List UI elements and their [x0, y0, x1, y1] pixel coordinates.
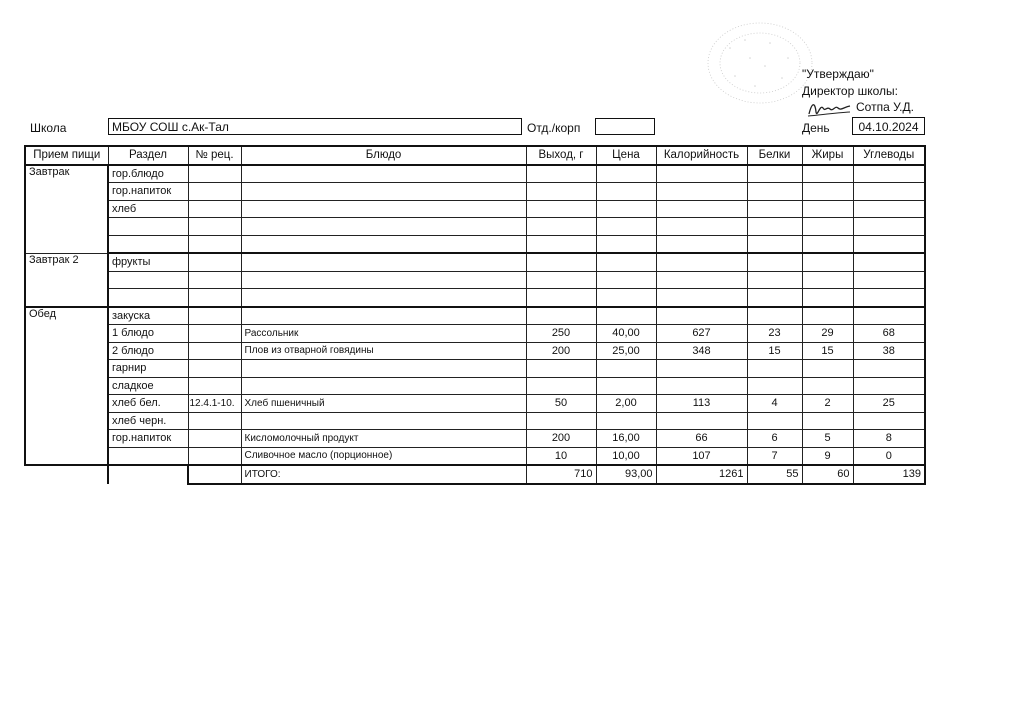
recipe-cell — [188, 325, 241, 343]
table-row — [25, 289, 925, 307]
fat-cell — [802, 360, 853, 378]
approval-title: "Утверждаю" — [802, 67, 874, 81]
protein-cell: 4 — [747, 395, 802, 413]
section-cell — [108, 235, 188, 253]
total-price: 93,00 — [596, 465, 656, 484]
kcal-cell: 107 — [656, 447, 747, 465]
section-cell: хлеб — [108, 200, 188, 218]
total-yield: 710 — [526, 465, 596, 484]
recipe-cell — [188, 412, 241, 430]
column-header: Выход, г — [526, 146, 596, 165]
meal-name-lunch: Обед — [25, 307, 108, 466]
protein-cell — [747, 307, 802, 325]
yield-cell: 10 — [526, 447, 596, 465]
price-cell: 10,00 — [596, 447, 656, 465]
section-cell: фрукты — [108, 253, 188, 271]
section-cell: хлеб черн. — [108, 412, 188, 430]
recipe-cell — [188, 377, 241, 395]
recipe-cell — [188, 342, 241, 360]
column-header: Углеводы — [853, 146, 925, 165]
dish-cell — [241, 377, 526, 395]
dish-cell — [241, 412, 526, 430]
yield-cell — [526, 412, 596, 430]
dish-cell: Плов из отварной говядины — [241, 342, 526, 360]
column-header: Прием пищи — [25, 146, 108, 165]
fat-cell: 29 — [802, 325, 853, 343]
section-cell — [108, 289, 188, 307]
carbs-cell: 8 — [853, 430, 925, 448]
yield-cell: 200 — [526, 430, 596, 448]
carbs-cell: 68 — [853, 325, 925, 343]
protein-cell: 6 — [747, 430, 802, 448]
table-row — [25, 235, 925, 253]
recipe-cell — [188, 447, 241, 465]
recipe-cell — [188, 430, 241, 448]
school-label: Школа — [30, 121, 67, 135]
price-cell — [596, 377, 656, 395]
carbs-cell — [853, 360, 925, 378]
table-row — [25, 430, 925, 448]
kcal-cell: 627 — [656, 325, 747, 343]
kcal-cell — [656, 307, 747, 325]
column-header: Белки — [747, 146, 802, 165]
protein-cell: 15 — [747, 342, 802, 360]
dish-cell: Сливочное масло (порционное) — [241, 447, 526, 465]
section-cell: гарнир — [108, 360, 188, 378]
recipe-cell: 12.4.1-10. — [188, 395, 241, 413]
department-label: Отд./корп — [527, 121, 581, 135]
signature-row — [806, 98, 926, 118]
kcal-cell: 66 — [656, 430, 747, 448]
column-header: Жиры — [802, 146, 853, 165]
price-cell: 16,00 — [596, 430, 656, 448]
section-cell: закуска — [108, 307, 188, 325]
carbs-cell — [853, 377, 925, 395]
section-cell: сладкое — [108, 377, 188, 395]
table-row — [25, 183, 925, 201]
table-row — [25, 395, 925, 413]
protein-cell — [747, 360, 802, 378]
section-cell: 1 блюдо — [108, 325, 188, 343]
fat-cell: 2 — [802, 395, 853, 413]
dish-cell: Кисломолочный продукт — [241, 430, 526, 448]
dish-cell: Рассольник — [241, 325, 526, 343]
total-row — [25, 465, 925, 484]
dish-cell — [241, 307, 526, 325]
dish-cell: Хлеб пшеничный — [241, 395, 526, 413]
table-row — [25, 360, 925, 378]
column-header: Калорийность — [656, 146, 747, 165]
section-cell: гор.напиток — [108, 430, 188, 448]
table-row — [25, 447, 925, 465]
meal-name-breakfast: Завтрак — [25, 165, 108, 254]
school-name-field: МБОУ СОШ с.Ак-Тал — [108, 118, 522, 135]
price-cell — [596, 360, 656, 378]
carbs-cell — [853, 412, 925, 430]
fat-cell — [802, 412, 853, 430]
yield-cell — [526, 377, 596, 395]
kcal-cell — [656, 412, 747, 430]
yield-cell: 250 — [526, 325, 596, 343]
recipe-cell — [188, 307, 241, 325]
carbs-cell: 25 — [853, 395, 925, 413]
table-row — [25, 271, 925, 289]
section-cell — [108, 218, 188, 236]
yield-cell — [526, 307, 596, 325]
date-field: 04.10.2024 — [852, 117, 925, 135]
section-cell — [108, 447, 188, 465]
table-row — [25, 218, 925, 236]
table-row — [25, 165, 925, 183]
kcal-cell — [656, 377, 747, 395]
table-row — [25, 253, 925, 271]
kcal-cell: 113 — [656, 395, 747, 413]
column-header: Блюдо — [241, 146, 526, 165]
table-row — [25, 412, 925, 430]
carbs-cell: 38 — [853, 342, 925, 360]
table-header-row — [25, 146, 925, 165]
total-label: ИТОГО: — [241, 465, 526, 484]
fat-cell: 15 — [802, 342, 853, 360]
section-cell — [108, 271, 188, 289]
price-cell: 2,00 — [596, 395, 656, 413]
yield-cell: 200 — [526, 342, 596, 360]
dish-cell — [241, 360, 526, 378]
column-header: Цена — [596, 146, 656, 165]
total-protein: 55 — [747, 465, 802, 484]
section-cell: 2 блюдо — [108, 342, 188, 360]
fat-cell: 9 — [802, 447, 853, 465]
total-fat: 60 — [802, 465, 853, 484]
table-row — [25, 325, 925, 343]
yield-cell: 50 — [526, 395, 596, 413]
protein-cell: 7 — [747, 447, 802, 465]
protein-cell — [747, 377, 802, 395]
column-header: Раздел — [108, 146, 188, 165]
meal-name-breakfast-2: Завтрак 2 — [25, 253, 108, 307]
director-name: Сотпа У.Д. — [856, 100, 914, 114]
department-field — [595, 118, 655, 135]
section-cell: хлеб бел. — [108, 395, 188, 413]
protein-cell: 23 — [747, 325, 802, 343]
fat-cell: 5 — [802, 430, 853, 448]
director-position: Директор школы: — [802, 84, 898, 98]
table-row — [25, 377, 925, 395]
menu-table — [24, 145, 926, 485]
price-cell: 25,00 — [596, 342, 656, 360]
table-row — [25, 307, 925, 325]
recipe-cell — [188, 360, 241, 378]
carbs-cell — [853, 307, 925, 325]
day-label: День — [802, 121, 830, 135]
yield-cell — [526, 360, 596, 378]
fat-cell — [802, 377, 853, 395]
carbs-cell: 0 — [853, 447, 925, 465]
protein-cell — [747, 412, 802, 430]
approval-block — [802, 66, 898, 100]
kcal-cell — [656, 360, 747, 378]
fat-cell — [802, 307, 853, 325]
section-cell: гор.блюдо — [108, 165, 188, 183]
column-header: № рец. — [188, 146, 241, 165]
handwritten-signature — [806, 98, 852, 120]
section-cell: гор.напиток — [108, 183, 188, 201]
price-cell — [596, 307, 656, 325]
price-cell — [596, 412, 656, 430]
price-cell: 40,00 — [596, 325, 656, 343]
table-row — [25, 342, 925, 360]
total-kcal: 1261 — [656, 465, 747, 484]
kcal-cell: 348 — [656, 342, 747, 360]
total-carbs: 139 — [853, 465, 925, 484]
table-row — [25, 200, 925, 218]
